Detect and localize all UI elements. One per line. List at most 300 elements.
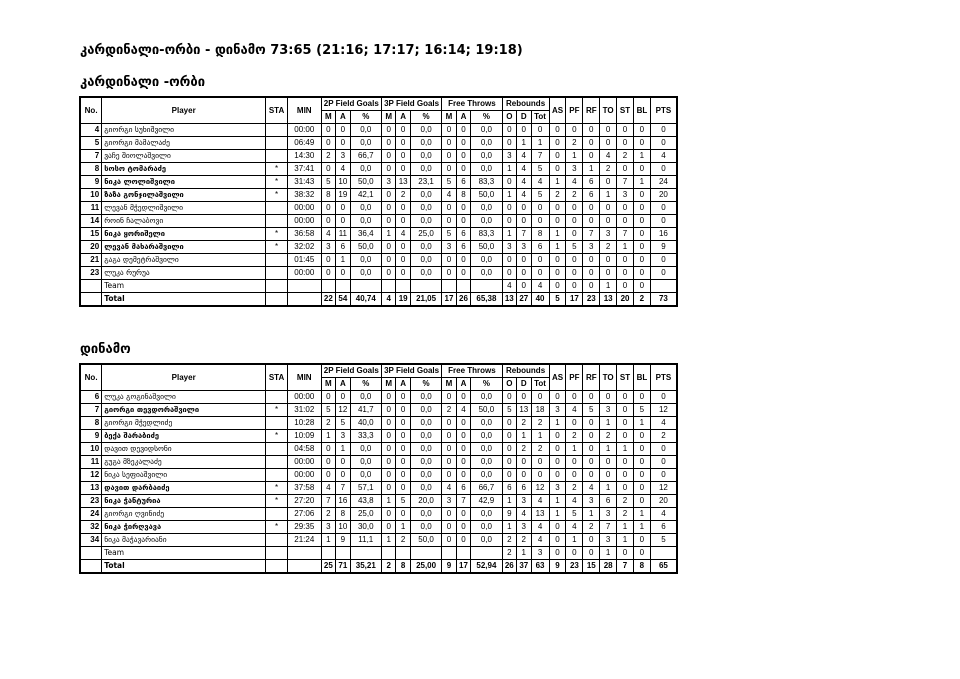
cell-sta <box>266 547 288 560</box>
cell-m2: 0 <box>321 202 335 215</box>
col-subheader-percent: % <box>350 378 381 391</box>
cell-p3: 0,0 <box>410 404 441 417</box>
cell-mft: 0 <box>442 163 456 176</box>
player-row <box>80 521 677 534</box>
cell-a2: 11 <box>336 228 350 241</box>
cell-p3: 0,0 <box>410 215 441 228</box>
col-subheader-a: A <box>456 378 470 391</box>
cell-o: 0 <box>502 124 516 137</box>
cell-pf: 23 <box>566 560 583 574</box>
cell-pts: 16 <box>650 228 677 241</box>
cell-pts: 0 <box>650 124 677 137</box>
col-subheader-m: M <box>321 111 335 124</box>
cell-st: 0 <box>617 430 634 443</box>
col-header-to: TO <box>600 364 617 391</box>
cell-a2: 7 <box>336 482 350 495</box>
cell-st: 7 <box>617 560 634 574</box>
cell-p3: 0,0 <box>410 124 441 137</box>
col-header-st: ST <box>617 364 634 391</box>
cell-p3: 50,0 <box>410 534 441 547</box>
cell-o: 1 <box>502 521 516 534</box>
cell-bl: 0 <box>633 280 650 293</box>
cell-to: 1 <box>600 280 617 293</box>
cell-no: 10 <box>80 189 102 202</box>
cell-o: 0 <box>502 391 516 404</box>
cell-m2: 8 <box>321 189 335 202</box>
cell-aft: 6 <box>456 176 470 189</box>
cell-st: 0 <box>617 391 634 404</box>
cell-name: ნიკა ლოლიშვილი <box>102 176 266 189</box>
cell-name: Team <box>102 547 266 560</box>
cell-min: 38:32 <box>287 189 321 202</box>
col-header-player: Player <box>102 97 266 124</box>
cell-d: 13 <box>517 404 531 417</box>
cell-o: 0 <box>502 267 516 280</box>
cell-sta <box>266 560 288 574</box>
col-header-2p-field-goals: 2P Field Goals <box>321 364 381 378</box>
cell-a2: 0 <box>336 469 350 482</box>
cell-a3: 0 <box>396 404 410 417</box>
cell-as: 0 <box>549 202 566 215</box>
cell-pf: 4 <box>566 495 583 508</box>
cell-p2: 33,3 <box>350 430 381 443</box>
cell-pf: 2 <box>566 430 583 443</box>
cell-a2: 5 <box>336 417 350 430</box>
cell-mft: 0 <box>442 508 456 521</box>
cell-m2: 0 <box>321 443 335 456</box>
cell-mft: 0 <box>442 430 456 443</box>
cell-no: 7 <box>80 150 102 163</box>
cell-rf: 0 <box>583 202 600 215</box>
cell-pts: 2 <box>650 430 677 443</box>
player-row <box>80 495 677 508</box>
cell-no: 5 <box>80 137 102 150</box>
cell-p3: 0,0 <box>410 163 441 176</box>
cell-sta <box>266 254 288 267</box>
cell-mft: 2 <box>442 404 456 417</box>
cell-m3: 0 <box>381 404 395 417</box>
cell-sta <box>266 293 288 307</box>
cell-aft: 6 <box>456 241 470 254</box>
cell-as: 1 <box>549 228 566 241</box>
cell-to: 0 <box>600 254 617 267</box>
col-header-no: No. <box>80 97 102 124</box>
player-row <box>80 150 677 163</box>
cell-pts: 4 <box>650 508 677 521</box>
cell-min: 00:00 <box>287 469 321 482</box>
cell-a3: 13 <box>396 176 410 189</box>
cell-bl: 0 <box>633 469 650 482</box>
cell-min <box>287 560 321 574</box>
cell-st: 0 <box>617 202 634 215</box>
cell-p3: 0,0 <box>410 456 441 469</box>
cell-m2: 2 <box>321 417 335 430</box>
cell-pts: 0 <box>650 443 677 456</box>
cell-d: 0 <box>517 280 531 293</box>
cell-sta: * <box>266 176 288 189</box>
cell-o: 2 <box>502 534 516 547</box>
cell-no: 6 <box>80 391 102 404</box>
cell-pft: 83,3 <box>471 176 502 189</box>
cell-pts: 0 <box>650 469 677 482</box>
cell-st: 7 <box>617 176 634 189</box>
cell-m2: 3 <box>321 521 335 534</box>
cell-a3: 19 <box>396 293 410 307</box>
cell-st: 0 <box>617 417 634 430</box>
player-row <box>80 430 677 443</box>
cell-bl: 5 <box>633 404 650 417</box>
cell-rf: 2 <box>583 521 600 534</box>
cell-st: 1 <box>617 241 634 254</box>
cell-o: 1 <box>502 189 516 202</box>
cell-st: 0 <box>617 456 634 469</box>
cell-pf: 0 <box>566 228 583 241</box>
cell-p3: 23,1 <box>410 176 441 189</box>
cell-st: 0 <box>617 469 634 482</box>
cell-p3: 0,0 <box>410 417 441 430</box>
cell-st: 2 <box>617 495 634 508</box>
total-row <box>80 293 677 307</box>
cell-a2: 1 <box>336 443 350 456</box>
col-header-3p-field-goals: 3P Field Goals <box>381 364 441 378</box>
cell-p3: 0,0 <box>410 254 441 267</box>
cell-sta <box>266 469 288 482</box>
cell-pf: 0 <box>566 456 583 469</box>
col-header-starter: STA <box>266 97 288 124</box>
player-row <box>80 267 677 280</box>
cell-tot: 0 <box>531 124 549 137</box>
cell-as: 0 <box>549 150 566 163</box>
cell-no: 11 <box>80 456 102 469</box>
cell-mft: 0 <box>442 391 456 404</box>
cell-pts: 12 <box>650 404 677 417</box>
cell-m2: 3 <box>321 241 335 254</box>
cell-aft: 0 <box>456 254 470 267</box>
cell-a3: 0 <box>396 202 410 215</box>
cell-no: 24 <box>80 508 102 521</box>
cell-as: 1 <box>549 241 566 254</box>
cell-aft: 4 <box>456 404 470 417</box>
player-row <box>80 469 677 482</box>
cell-pft: 0,0 <box>471 267 502 280</box>
cell-a3 <box>396 280 410 293</box>
cell-pf: 0 <box>566 280 583 293</box>
cell-m2: 0 <box>321 215 335 228</box>
cell-min: 31:43 <box>287 176 321 189</box>
cell-d: 0 <box>517 391 531 404</box>
cell-no: 32 <box>80 521 102 534</box>
cell-st: 2 <box>617 508 634 521</box>
cell-bl: 0 <box>633 482 650 495</box>
cell-name: გიორგი მჭედლიძე <box>102 417 266 430</box>
cell-d: 0 <box>517 215 531 228</box>
cell-min: 14:30 <box>287 150 321 163</box>
cell-m2: 2 <box>321 150 335 163</box>
cell-m2: 0 <box>321 456 335 469</box>
cell-pts: 4 <box>650 417 677 430</box>
cell-o: 9 <box>502 508 516 521</box>
cell-sta <box>266 417 288 430</box>
cell-min: 01:45 <box>287 254 321 267</box>
cell-bl: 0 <box>633 547 650 560</box>
cell-tot: 1 <box>531 430 549 443</box>
cell-m2 <box>321 547 335 560</box>
cell-a3: 0 <box>396 124 410 137</box>
cell-d: 7 <box>517 228 531 241</box>
cell-to: 0 <box>600 469 617 482</box>
cell-to: 0 <box>600 124 617 137</box>
cell-mft: 0 <box>442 443 456 456</box>
col-header-bl: BL <box>633 364 650 391</box>
boxscore-table-home <box>79 96 678 307</box>
cell-mft: 0 <box>442 202 456 215</box>
cell-sta: * <box>266 495 288 508</box>
cell-a2: 0 <box>336 124 350 137</box>
cell-pft: 65,38 <box>471 293 502 307</box>
cell-pf: 0 <box>566 215 583 228</box>
cell-tot: 4 <box>531 534 549 547</box>
cell-pft: 0,0 <box>471 202 502 215</box>
cell-pf: 0 <box>566 417 583 430</box>
cell-o: 13 <box>502 293 516 307</box>
cell-bl: 2 <box>633 293 650 307</box>
cell-o: 5 <box>502 404 516 417</box>
cell-min: 00:00 <box>287 215 321 228</box>
team-row <box>80 547 677 560</box>
cell-pft: 83,3 <box>471 228 502 241</box>
cell-no: 11 <box>80 202 102 215</box>
cell-p2: 43,8 <box>350 495 381 508</box>
cell-m3: 0 <box>381 189 395 202</box>
cell-p3 <box>410 547 441 560</box>
cell-aft: 0 <box>456 456 470 469</box>
cell-m3: 0 <box>381 391 395 404</box>
cell-m2: 0 <box>321 124 335 137</box>
cell-as: 1 <box>549 176 566 189</box>
cell-sta <box>266 150 288 163</box>
cell-sta: * <box>266 189 288 202</box>
cell-m2: 4 <box>321 482 335 495</box>
cell-m2: 1 <box>321 534 335 547</box>
cell-tot: 5 <box>531 189 549 202</box>
cell-st: 0 <box>617 404 634 417</box>
cell-d: 3 <box>517 241 531 254</box>
cell-st: 0 <box>617 124 634 137</box>
cell-rf: 0 <box>583 137 600 150</box>
cell-no: 8 <box>80 417 102 430</box>
cell-no: 13 <box>80 482 102 495</box>
cell-rf: 4 <box>583 482 600 495</box>
cell-no: 7 <box>80 404 102 417</box>
cell-aft: 0 <box>456 508 470 521</box>
cell-name: ნიკა სეფიაშვილი <box>102 469 266 482</box>
cell-st: 0 <box>617 482 634 495</box>
cell-d: 3 <box>517 521 531 534</box>
cell-m3: 0 <box>381 508 395 521</box>
cell-a3: 0 <box>396 430 410 443</box>
cell-m2: 5 <box>321 176 335 189</box>
cell-tot: 6 <box>531 241 549 254</box>
cell-aft <box>456 547 470 560</box>
cell-tot: 0 <box>531 391 549 404</box>
cell-st: 1 <box>617 534 634 547</box>
col-subheader-m: M <box>442 111 456 124</box>
cell-d: 6 <box>517 482 531 495</box>
cell-to: 0 <box>600 215 617 228</box>
cell-st: 2 <box>617 150 634 163</box>
cell-pts: 0 <box>650 456 677 469</box>
cell-rf: 0 <box>583 417 600 430</box>
cell-rf: 0 <box>583 150 600 163</box>
cell-name: გუგა მზეკალაძე <box>102 456 266 469</box>
col-header-2p-field-goals: 2P Field Goals <box>321 97 381 111</box>
cell-no: 21 <box>80 254 102 267</box>
cell-m3: 2 <box>381 560 395 574</box>
cell-pft: 0,0 <box>471 215 502 228</box>
cell-pf: 0 <box>566 124 583 137</box>
cell-rf: 3 <box>583 495 600 508</box>
cell-p3: 0,0 <box>410 469 441 482</box>
team-heading-away: დინამო <box>80 342 131 357</box>
cell-mft: 0 <box>442 417 456 430</box>
cell-a2: 0 <box>336 267 350 280</box>
cell-pft: 0,0 <box>471 469 502 482</box>
cell-aft: 0 <box>456 163 470 176</box>
cell-to: 1 <box>600 443 617 456</box>
cell-p3: 0,0 <box>410 430 441 443</box>
cell-min: 00:00 <box>287 456 321 469</box>
cell-bl: 0 <box>633 391 650 404</box>
cell-sta <box>266 280 288 293</box>
cell-name: გაგა დემეტრაშვილი <box>102 254 266 267</box>
cell-st: 1 <box>617 521 634 534</box>
cell-a2: 16 <box>336 495 350 508</box>
cell-pf: 0 <box>566 547 583 560</box>
cell-p2: 0,0 <box>350 469 381 482</box>
cell-pft: 0,0 <box>471 254 502 267</box>
cell-m3: 0 <box>381 202 395 215</box>
cell-mft: 0 <box>442 215 456 228</box>
col-subheader-a: A <box>396 378 410 391</box>
cell-d: 1 <box>517 137 531 150</box>
cell-rf: 6 <box>583 189 600 202</box>
cell-o: 0 <box>502 176 516 189</box>
cell-pft: 0,0 <box>471 456 502 469</box>
cell-sta: * <box>266 404 288 417</box>
player-row <box>80 456 677 469</box>
cell-bl: 0 <box>633 137 650 150</box>
cell-rf: 3 <box>583 241 600 254</box>
cell-to: 28 <box>600 560 617 574</box>
cell-name: Total <box>102 293 266 307</box>
cell-name: ლევან მჭედლიშვილი <box>102 202 266 215</box>
cell-a3: 5 <box>396 495 410 508</box>
player-row <box>80 202 677 215</box>
cell-d: 1 <box>517 547 531 560</box>
cell-a3: 2 <box>396 534 410 547</box>
cell-bl: 0 <box>633 163 650 176</box>
cell-a3: 1 <box>396 521 410 534</box>
cell-pf: 1 <box>566 150 583 163</box>
cell-pts: 0 <box>650 254 677 267</box>
cell-o: 1 <box>502 228 516 241</box>
cell-mft: 3 <box>442 495 456 508</box>
cell-no: 9 <box>80 176 102 189</box>
player-row <box>80 404 677 417</box>
cell-no: 23 <box>80 495 102 508</box>
cell-a2: 3 <box>336 430 350 443</box>
cell-min: 10:09 <box>287 430 321 443</box>
cell-p2: 0,0 <box>350 163 381 176</box>
cell-bl: 1 <box>633 417 650 430</box>
cell-to: 2 <box>600 241 617 254</box>
cell-m3: 3 <box>381 176 395 189</box>
cell-a2: 19 <box>336 189 350 202</box>
cell-pts <box>650 547 677 560</box>
boxscore-table-away <box>79 363 678 574</box>
cell-to: 1 <box>600 547 617 560</box>
player-row <box>80 124 677 137</box>
cell-pf: 4 <box>566 521 583 534</box>
cell-m3: 0 <box>381 456 395 469</box>
cell-no: 12 <box>80 469 102 482</box>
cell-pf: 0 <box>566 202 583 215</box>
cell-aft: 6 <box>456 228 470 241</box>
cell-pf: 2 <box>566 482 583 495</box>
cell-pts: 0 <box>650 163 677 176</box>
cell-a2: 0 <box>336 137 350 150</box>
cell-o: 0 <box>502 137 516 150</box>
cell-m2: 2 <box>321 508 335 521</box>
cell-min: 31:02 <box>287 404 321 417</box>
cell-p2: 50,0 <box>350 241 381 254</box>
cell-p2: 0,0 <box>350 124 381 137</box>
cell-min: 10:28 <box>287 417 321 430</box>
cell-min <box>287 280 321 293</box>
col-header-free-throws: Free Throws <box>442 97 502 111</box>
cell-name: ნიკა ყორიშელი <box>102 228 266 241</box>
cell-m3: 1 <box>381 495 395 508</box>
cell-mft: 0 <box>442 254 456 267</box>
cell-tot: 2 <box>531 443 549 456</box>
col-subheader-a: A <box>396 111 410 124</box>
cell-no <box>80 280 102 293</box>
cell-a2: 0 <box>336 391 350 404</box>
cell-a2: 9 <box>336 534 350 547</box>
cell-pf: 4 <box>566 404 583 417</box>
cell-p3: 0,0 <box>410 267 441 280</box>
cell-p3: 20,0 <box>410 495 441 508</box>
cell-rf: 0 <box>583 534 600 547</box>
cell-mft: 5 <box>442 228 456 241</box>
cell-p2: 50,0 <box>350 176 381 189</box>
col-subheader-tot: Tot <box>531 111 549 124</box>
player-row <box>80 176 677 189</box>
col-subheader-percent: % <box>410 111 441 124</box>
player-row <box>80 482 677 495</box>
cell-sta: * <box>266 521 288 534</box>
cell-m3 <box>381 547 395 560</box>
cell-a3: 0 <box>396 150 410 163</box>
cell-m2: 25 <box>321 560 335 574</box>
col-header-minutes: MIN <box>287 364 321 391</box>
cell-mft: 0 <box>442 137 456 150</box>
cell-no: 15 <box>80 228 102 241</box>
cell-as: 1 <box>549 495 566 508</box>
col-header-rf: RF <box>583 364 600 391</box>
cell-no: 20 <box>80 241 102 254</box>
cell-a3: 0 <box>396 482 410 495</box>
